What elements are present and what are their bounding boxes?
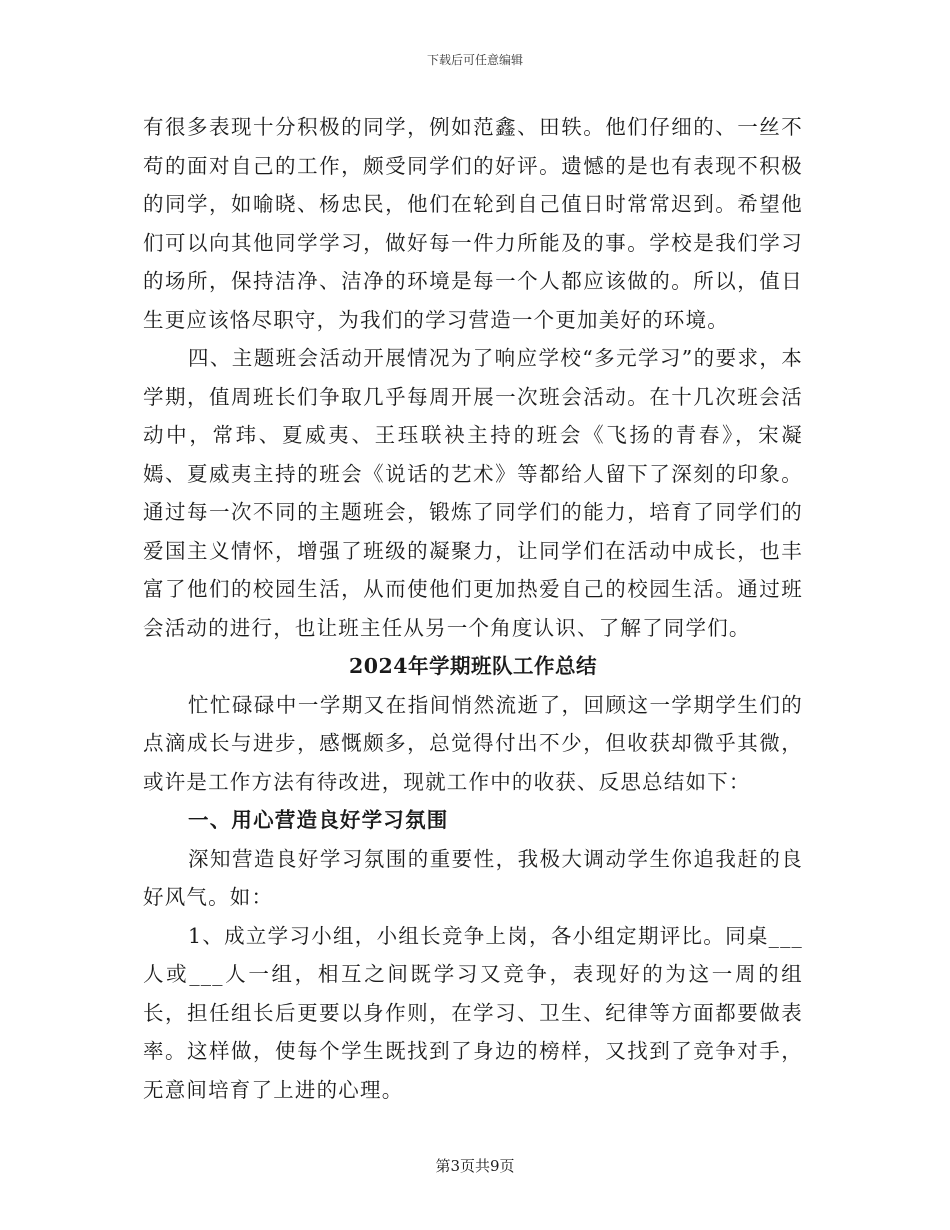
page-number: 第3页共9页 (435, 1157, 515, 1175)
page-header: 下载后可任意编辑 (426, 53, 523, 67)
section-heading-learning-atmosphere: 一、用心营造良好学习氛围 (188, 808, 449, 832)
document-body (143, 108, 803, 1109)
paragraph-value-duty-report: 有很多表现十分积极的同学，例如范鑫、田轶。他们仔细的、一丝不苟的面对自己的工作，颇受同学们的好评。遗憾的是也有表现不积极的同学，如喻晓、杨忠民，他们在轮到自己值日时常常迟到。希望他们可以向其他同学学习，做好每一件力所能及的事。学校是我们学习的场所，保持洁净、洁净的环境是每一个人都应该做的。所以，值日生更应该恪尽职守，为我们的学习营造一个更加美好的环境。 (143, 115, 803, 332)
paragraph-introduction: 忙忙碌碌中一学期又在指间悄然流逝了，回顾这一学期学生们的点滴成长与进步，感慨颇多，总觉得付出不少，但收获却微乎其微，或许是工作方法有待改进，现就工作中的收获、反思总结如下： (143, 692, 803, 794)
paragraph-study-groups: 1、成立学习小组，小组长竞争上岗，各小组定期评比。同桌___人或___人一组，相互之间既学习又竞争，表现好的为这一周的组长，担任组长后更要以身作则，在学习、卫生、纪律等方面都要做表率。这样做，使每个学生既找到了身边的榜样，又找到了竞争对手，无意间培育了上进的心理。 (143, 923, 803, 1102)
paragraph-class-meeting-activities: 四、主题班会活动开展情况为了响应学校“多元学习”的要求，本学期，值周班长们争取几乎每周开展一次班会活动。在十几次班会活动中，常玮、夏威夷、王珏联袂主持的班会《飞扬的青春》，宋凝嫣、夏威夷主持的班会《说话的艺术》等都给人留下了深刻的印象。通过每一次不同的主题班会，锻炼了同学们的能力，培育了同学们的爱国主义情怀，增强了班级的凝聚力，让同学们在活动中成长，也丰富了他们的校园生活，从而使他们更加热爱自己的校园生活。通过班会活动的进行，也让班主任从另一个角度认识、了解了同学们。 (143, 346, 803, 640)
document-title: 2024年学期班队工作总结 (348, 654, 598, 678)
paragraph-atmosphere-importance: 深知营造良好学习氛围的重要性，我极大调动学生你追我赶的良好风气。如： (143, 846, 803, 909)
